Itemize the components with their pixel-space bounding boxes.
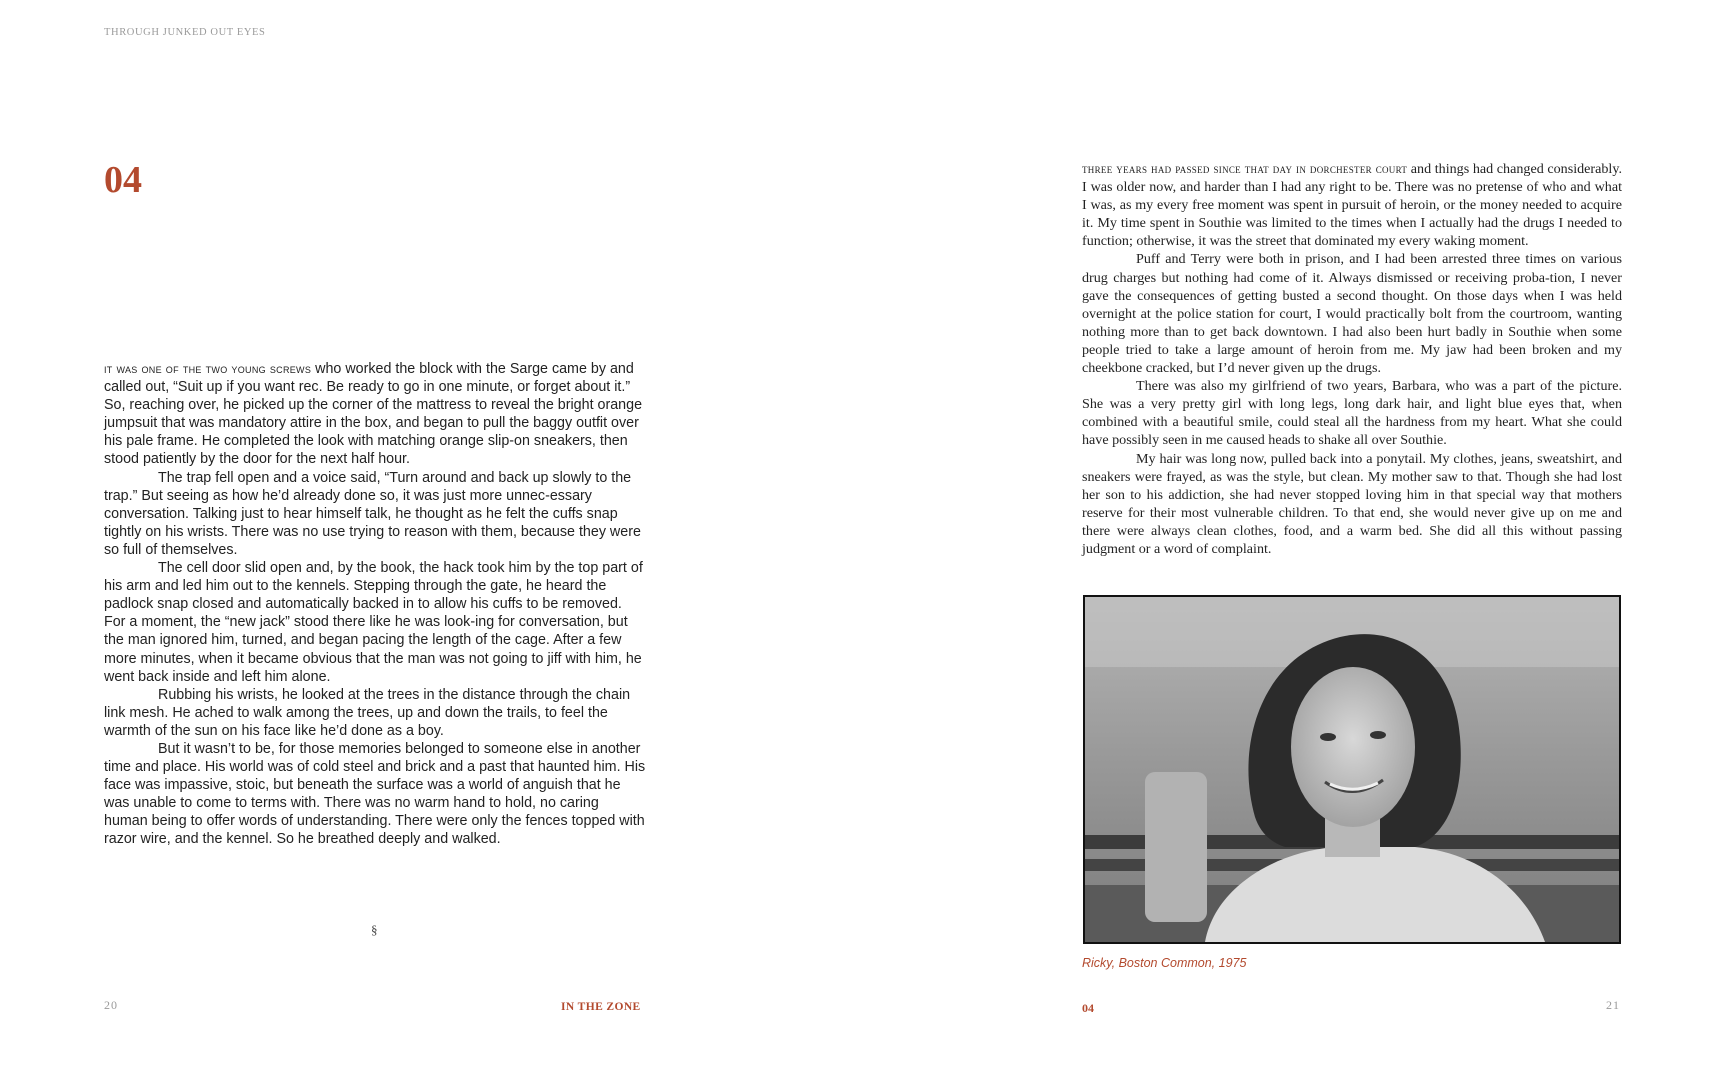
portrait-photo xyxy=(1083,595,1621,944)
section-mark: § xyxy=(371,922,378,937)
paragraph: three years had passed since that day in dorchester court and things had changed considerably. I was older now, and harder than I had any right to be. There was no pretense of who and what I was, as my every free moment was spent in pursuit of heroin, or the money needed to acquire it. My time spent in Southie was limited to the times when I actually had the drugs I needed to function; otherwise, it was the street that dominated my every waking moment. xyxy=(1082,161,1622,250)
photo-illustration xyxy=(1085,597,1619,942)
chapter-number: 04 xyxy=(104,159,142,201)
lead-in: three years had passed since that day in dorchester court xyxy=(1082,161,1408,176)
paragraph: The cell door slid open and, by the book, the hack took him by the top part of his arm and led him out to the kennels. Stepping through the gate, he heard the padlock snap closed and automatically backed in to allow his cuffs to be removed. For a moment, the “new jack” stood there like he was look-ing for conversation, but the man ignored him, turned, and began pacing the length of the cage. After a few more minutes, when it became obvious that the man was not going to jiff with him, he went back inside and left him alone. xyxy=(104,560,643,685)
paragraph: Puff and Terry were both in prison, and I had been arrested three times on various drug charges but nothing had come of it. Always dismissed or receiving proba-tion, I never gave the consequences of getting busted a second thought. On those days when I was held overnight at the police station for court, I would practically bolt from the courtroom, wanting nothing more than to get back downtown. I had also been hurt badly in Southie when some people tried to take a large amount of heroin from me. My jaw had been broken and my cheekbone cracked, but I’d never given up the drugs. xyxy=(1082,251,1622,377)
left-page-body xyxy=(104,360,646,849)
footer-chapter-number: 04 xyxy=(1082,1001,1094,1015)
paragraph: it was one of the two young screws who worked the block with the Sarge came by and called out, “Suit up if you want rec. Be ready to go in one minute, or forget about it.” So, reaching over, he picked up the corner of the mattress to reveal the bright orange jumpsuit that was mandatory attire in the box, and began to pull the baggy outfit over his pale frame. He completed the look with matching orange slip-on sneakers, then stood patiently by the door for the next half hour. xyxy=(104,361,643,468)
page-number-left: 20 xyxy=(104,998,118,1012)
photo-caption: Ricky, Boston Common, 1975 xyxy=(1082,956,1247,970)
lead-in: it was one of the two young screws xyxy=(104,361,312,376)
right-page-body xyxy=(1082,160,1622,558)
paragraph: There was also my girlfriend of two years, Barbara, who was a part of the picture. She was a very pretty girl with long legs, long dark hair, and light blue eyes that, when combined with a beautiful smile, could steal all the hardness from my heart. What she could have possibly seen in me caused heads to shake all over Southie. xyxy=(1082,378,1622,449)
footer-section-title: IN THE ZONE xyxy=(561,1001,641,1013)
paragraph: But it wasn’t to be, for those memories belonged to someone else in another time and place. His world was of cold steel and brick and a past that haunted him. His face was impassive, stoic, but beneath the surface was a world of anguish that he was unable to come to terms with. There was no warm hand to hold, no caring human being to offer words of understanding. There were only the fences topped with razor wire, and the kennel. So he breathed deeply and walked. xyxy=(104,740,646,848)
running-head: THROUGH JUNKED OUT EYES xyxy=(104,27,266,38)
paragraph: Rubbing his wrists, he looked at the trees in the distance through the chain link mesh. He ached to walk among the trees, up and down the trails, to feel the warmth of the sun on his face like he’d done as a boy. xyxy=(104,686,631,739)
paragraph: My hair was long now, pulled back into a ponytail. My clothes, jeans, sweatshirt, and sneakers were frayed, as was the style, but clean. My mother saw to that. Though she had lost her son to his addiction, she had never stopped loving him in that special way that mothers reserve for their most vulnerable children. To that end, she would never give up on me and there were always clean clothes, food, and a warm bed. She did all this without passing judgment or a word of complaint. xyxy=(1082,450,1622,557)
page-number-right: 21 xyxy=(1606,998,1620,1012)
paragraph: The trap fell open and a voice said, “Turn around and back up slowly to the trap.” But seeing as how he’d already done so, it was just more unnec-essary conversation. Talking just to hear himself talk, he thought as he felt the cuffs snap tightly on his wrists. There was no use trying to reason with them, because they were so full of themselves. xyxy=(104,469,641,558)
